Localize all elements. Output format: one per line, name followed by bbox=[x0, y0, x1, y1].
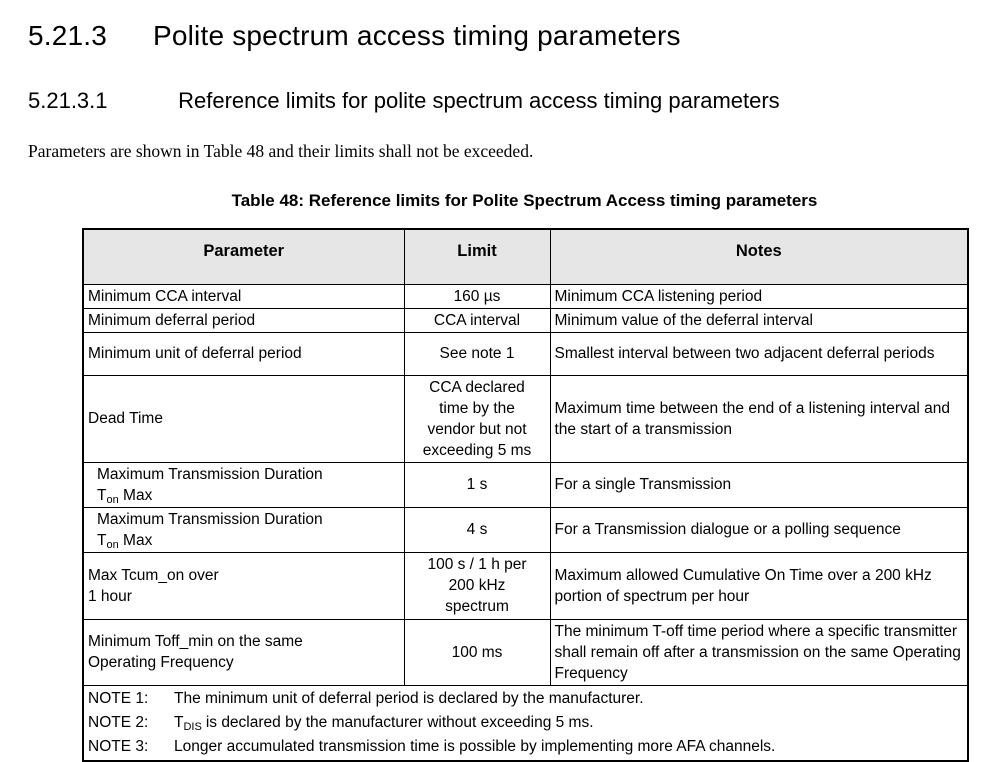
param-cell: Dead Time bbox=[83, 375, 404, 462]
notes-cell: Smallest interval between two adjacent deferral periods bbox=[550, 332, 968, 375]
footnotes-cell bbox=[83, 685, 968, 761]
limit-cell: See note 1 bbox=[404, 332, 550, 375]
section-number: 5.21.3 bbox=[28, 20, 108, 51]
limit-cell: 160 µs bbox=[404, 284, 550, 308]
limit-cell: CCA interval bbox=[404, 308, 550, 332]
footnote-label: NOTE 1: bbox=[88, 689, 149, 707]
table-caption: Table 48: Reference limits for Polite Spectrum Access timing parameters bbox=[231, 191, 818, 210]
limit-cell bbox=[404, 375, 550, 462]
footnote-text: is declared by the manufacturer without exceeding 5 ms. bbox=[205, 713, 594, 731]
param-cell: Minimum unit of deferral period bbox=[83, 332, 404, 375]
section-title: Polite spectrum access timing parameters bbox=[152, 20, 681, 51]
table-row bbox=[83, 375, 968, 462]
header-limit: Limit bbox=[404, 229, 550, 284]
notes-cell: Maximum allowed Cumulative On Time over a 200 kHz portion of spectrum per hour bbox=[550, 552, 968, 619]
table-footnotes-row bbox=[83, 685, 968, 761]
footnote-label: NOTE 3: bbox=[88, 737, 149, 755]
limit-line: time by the bbox=[439, 399, 515, 417]
table-row bbox=[83, 462, 968, 507]
param-line: $T_{on}$ Max bbox=[97, 486, 153, 506]
param-cell bbox=[83, 462, 404, 507]
intro-paragraph: Parameters are shown in Table 48 and their limits shall not be exceeded. bbox=[28, 141, 534, 161]
footnote-text: The minimum unit of deferral period is declared by the manufacturer. bbox=[174, 689, 644, 707]
notes-cell: Minimum CCA listening period bbox=[550, 284, 968, 308]
param-line: Maximum Transmission Duration bbox=[97, 510, 323, 528]
footnote-label: NOTE 2: bbox=[88, 713, 149, 731]
table-row bbox=[83, 284, 968, 308]
footnote-symbol: T bbox=[174, 713, 184, 731]
notes-cell: The minimum T-off time period where a specific transmitter shall remain off after a transmission on the same Operating Frequency bbox=[550, 619, 968, 685]
limit-line: exceeding 5 ms bbox=[422, 441, 532, 459]
param-line: Max Tcum_on over bbox=[88, 566, 219, 584]
subsection-title: Reference limits for polite spectrum access timing parameters bbox=[178, 88, 780, 113]
param-line: Operating Frequency bbox=[88, 654, 234, 671]
subsection-heading bbox=[28, 88, 968, 114]
param-line: $T_{on}$ Max bbox=[97, 531, 153, 551]
param-cell bbox=[83, 507, 404, 552]
limit-line: vendor but not bbox=[427, 420, 527, 438]
param-line: Maximum Transmission Duration bbox=[97, 465, 323, 483]
param-cell: Minimum deferral period bbox=[83, 308, 404, 332]
table-header-row bbox=[83, 229, 968, 284]
table-row bbox=[83, 552, 968, 619]
table-row bbox=[83, 507, 968, 552]
param-cell bbox=[83, 552, 404, 619]
limit-cell: 1 s bbox=[404, 462, 550, 507]
table-48 bbox=[82, 228, 969, 762]
footnote-2 bbox=[88, 711, 963, 735]
footnote-subscript: DIS bbox=[183, 720, 202, 733]
notes-cell: Maximum time between the end of a listening interval and the start of a transmission bbox=[550, 375, 968, 462]
footnote-1 bbox=[88, 687, 963, 711]
limit-cell: 100 ms bbox=[404, 619, 550, 685]
subsection-number: 5.21.3.1 bbox=[28, 88, 108, 113]
footnote-3 bbox=[88, 735, 963, 759]
param-line: Minimum Toff_min on the same bbox=[88, 633, 303, 650]
limit-line: 100 s / 1 h per bbox=[427, 556, 527, 573]
limit-cell bbox=[404, 552, 550, 619]
limit-cell: 4 s bbox=[404, 507, 550, 552]
param-line: 1 hour bbox=[88, 587, 132, 605]
param-cell bbox=[83, 619, 404, 685]
header-notes: Notes bbox=[550, 229, 968, 284]
limit-line: 200 kHz bbox=[448, 577, 506, 594]
notes-cell: Minimum value of the deferral interval bbox=[550, 308, 968, 332]
notes-cell: For a Transmission dialogue or a polling sequence bbox=[550, 507, 968, 552]
limit-line: spectrum bbox=[445, 598, 509, 615]
notes-cell: For a single Transmission bbox=[550, 462, 968, 507]
footnote-text: Longer accumulated transmission time is possible by implementing more AFA channels. bbox=[174, 737, 776, 755]
table-row bbox=[83, 619, 968, 685]
param-cell: Minimum CCA interval bbox=[83, 284, 404, 308]
header-parameter: Parameter bbox=[83, 229, 404, 284]
section-heading bbox=[28, 20, 968, 52]
limit-line: CCA declared bbox=[429, 378, 525, 396]
table-row bbox=[83, 332, 968, 375]
table-row bbox=[83, 308, 968, 332]
